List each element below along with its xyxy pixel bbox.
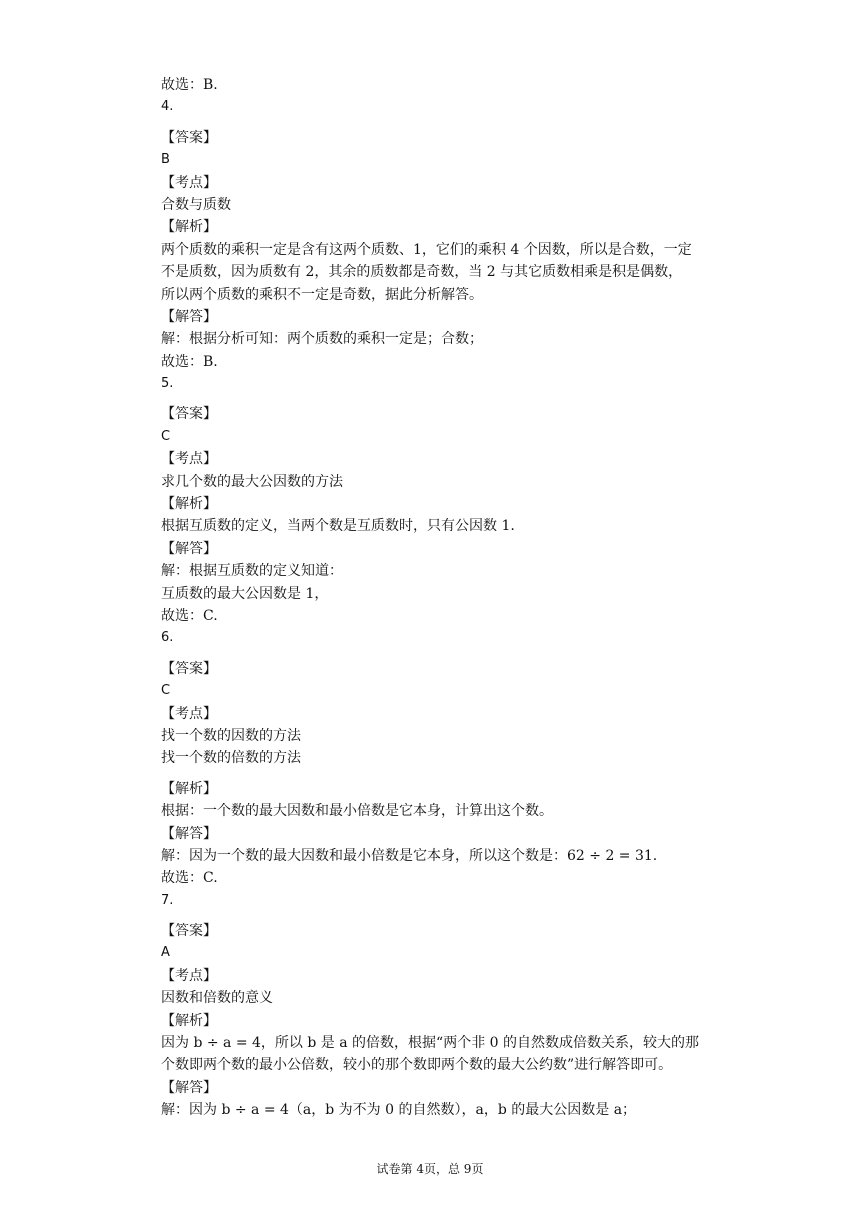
solution-label: 【解答】 xyxy=(161,825,217,842)
answer-value: C xyxy=(161,428,171,444)
topic-label: 【考点】 xyxy=(161,451,217,468)
analysis-line: 根据互质数的定义，当两个数是互质数时，只有公因数 1. xyxy=(161,518,515,535)
solution-line: 解：因为 b ÷ a = 4（a，b 为不为 0 的自然数），a，b 的最大公因数是 a； xyxy=(161,1102,637,1119)
solution-line: 解：根据分析可知：两个质数的乘积一定是；合数； xyxy=(161,331,483,348)
topic-label: 【考点】 xyxy=(161,967,217,984)
analysis-line: 根据：一个数的最大因数和最小倍数是它本身，计算出这个数。 xyxy=(161,803,553,820)
answer-label: 【答案】 xyxy=(161,129,217,146)
solution-line: 解：因为一个数的最大因数和最小倍数是它本身，所以这个数是：62 ÷ 2 = 31. xyxy=(161,847,658,864)
answer-value: A xyxy=(161,945,170,961)
topic-label: 【考点】 xyxy=(161,174,217,191)
answer-label: 【答案】 xyxy=(161,406,217,423)
topic-label: 【考点】 xyxy=(161,705,217,722)
solution-line: 互质数的最大公因数是 1， xyxy=(161,585,329,602)
analysis-label: 【解析】 xyxy=(161,780,217,797)
document-body xyxy=(161,74,741,1122)
question-number: 5. xyxy=(161,376,174,392)
answer-label: 【答案】 xyxy=(161,660,217,677)
page-footer: 试卷第 4页，总 9页 xyxy=(376,1162,484,1176)
solution-line: 解：根据互质数的定义知道： xyxy=(161,563,343,580)
question-6 xyxy=(161,627,741,889)
intro-choice-line: 故选：B. xyxy=(161,77,218,93)
topic-item: 因数和倍数的意义 xyxy=(161,990,273,1007)
topic-item: 找一个数的因数的方法 xyxy=(161,727,301,744)
solution-label: 【解答】 xyxy=(161,540,217,557)
analysis-label: 【解析】 xyxy=(161,496,217,513)
question-5 xyxy=(161,373,741,627)
question-7 xyxy=(161,890,741,1122)
analysis-line: 个数即两个数的最小公倍数，较小的那个数即两个数的最大公约数”进行解答即可。 xyxy=(161,1057,673,1074)
question-4 xyxy=(161,96,741,373)
topic-item: 合数与质数 xyxy=(161,196,231,213)
analysis-label: 【解析】 xyxy=(161,219,217,236)
solution-label: 【解答】 xyxy=(161,308,217,325)
topic-item: 找一个数的倍数的方法 xyxy=(161,750,301,767)
answer-value: B xyxy=(161,152,170,168)
answer-label: 【答案】 xyxy=(161,923,217,940)
analysis-line: 不是质数，因为质数有 2，其余的质数都是奇数，当 2 与其它质数相乘是积是偶数， xyxy=(161,264,683,281)
question-number: 6. xyxy=(161,630,174,646)
question-number: 7. xyxy=(161,892,174,908)
solution-line: 故选：C. xyxy=(161,870,218,887)
analysis-line: 所以两个质数的乘积不一定是奇数，据此分析解答。 xyxy=(161,286,483,303)
question-number: 4. xyxy=(161,99,174,115)
solution-label: 【解答】 xyxy=(161,1079,217,1096)
analysis-line: 两个质数的乘积一定是含有这两个质数、1，它们的乘积 4 个因数，所以是合数，一定 xyxy=(161,241,692,258)
solution-line: 故选：C. xyxy=(161,607,218,624)
answer-value: C xyxy=(161,683,171,699)
analysis-label: 【解析】 xyxy=(161,1012,217,1029)
analysis-line: 因为 b ÷ a = 4，所以 b 是 a 的倍数，根据“两个非 0 的自然数成倍数关系，较大的那 xyxy=(161,1035,700,1052)
solution-line: 故选：B. xyxy=(161,353,218,370)
topic-item: 求几个数的最大公因数的方法 xyxy=(161,473,343,490)
